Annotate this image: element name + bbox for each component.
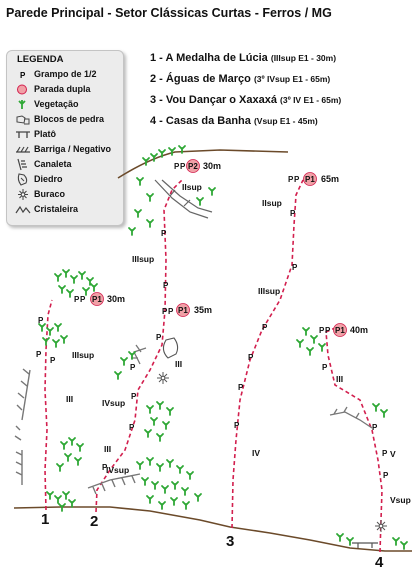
svg-text:P: P [36, 350, 42, 359]
svg-text:P: P [74, 295, 80, 304]
svg-text:40m: 40m [350, 325, 369, 335]
route-base-number: 3 [226, 533, 235, 550]
route-number: 3 - [150, 94, 163, 106]
svg-text:P: P [129, 423, 135, 432]
svg-text:P: P [234, 421, 240, 430]
route-detail: (3º IVsup E1 - 65m) [253, 74, 331, 84]
route-number: 2 - [150, 73, 163, 85]
legend-title: LEGENDA [17, 54, 64, 65]
route-detail: (3º IV E1 - 65m) [280, 95, 342, 105]
svg-text:P: P [288, 175, 294, 184]
grade-label: III [104, 444, 112, 454]
svg-text:P: P [372, 423, 378, 432]
grade-label: III [66, 394, 74, 404]
route-name: Vou Dançar o Xaxaxá [165, 94, 277, 106]
svg-text:P: P [162, 307, 168, 316]
vegetation-cluster [39, 324, 67, 347]
grade-label: III [175, 359, 183, 369]
grade-label: Vsup [390, 495, 411, 505]
svg-text:P: P [382, 449, 388, 458]
dihedral-feature [163, 338, 177, 358]
svg-text:P1: P1 [335, 326, 345, 335]
svg-text:P: P [80, 295, 86, 304]
svg-text:P: P [325, 326, 331, 335]
svg-text:P: P [131, 392, 137, 401]
anchor-route3-p1 [304, 173, 340, 186]
overhang-feature [15, 369, 30, 440]
hole-feature [157, 372, 169, 384]
svg-text:P: P [130, 363, 136, 372]
vegetation-cluster [55, 270, 97, 297]
svg-text:P: P [163, 281, 169, 290]
route-3-line [232, 180, 303, 528]
legend-label: Diedro [34, 174, 63, 184]
svg-text:35m: 35m [194, 305, 213, 315]
route-base-number: 1 [41, 511, 50, 528]
route-number: 1 - [150, 52, 163, 64]
ledge-feature [352, 543, 378, 548]
overhang-feature [88, 474, 140, 494]
svg-text:65m: 65m [321, 174, 340, 184]
svg-text:P: P [102, 463, 108, 472]
svg-text:P: P [292, 263, 298, 272]
route-detail: (Vsup E1 - 45m) [253, 116, 318, 126]
overhang-feature [16, 450, 22, 485]
svg-text:P1: P1 [92, 295, 102, 304]
legend-label: Blocos de pedra [34, 114, 105, 124]
svg-text:30m: 30m [203, 161, 222, 171]
crystal-feature [330, 407, 372, 428]
route-number: 4 - [150, 115, 163, 127]
anchor-route2-p1 [177, 304, 213, 317]
legend-label: Grampo de 1/2 [34, 69, 97, 79]
grade-label: III [336, 374, 344, 384]
vegetation-cluster [373, 404, 387, 417]
legend-label: Parada dupla [34, 84, 91, 94]
svg-text:P: P [50, 356, 56, 365]
anchor-route4-p1 [334, 324, 369, 337]
legend-label: Barriga / Negativo [34, 144, 112, 154]
svg-text:P: P [383, 471, 389, 480]
ground-line [14, 507, 412, 551]
svg-text:P: P [180, 162, 186, 171]
vegetation-cluster [137, 458, 201, 509]
route-detail: (IIIsup E1 - 30m) [270, 53, 337, 63]
route-1-line [45, 300, 52, 510]
anchor-route2-p2 [187, 160, 222, 173]
grade-label: IIIsup [258, 286, 281, 296]
svg-text:P1: P1 [305, 175, 315, 184]
svg-text:P: P [262, 323, 268, 332]
svg-text:P: P [168, 307, 174, 316]
hole-feature [375, 520, 387, 532]
legend-label: Platô [34, 129, 57, 139]
route-name: Águas de Março [165, 73, 251, 85]
svg-text:P: P [161, 229, 167, 238]
grade-label: IIIsup [132, 254, 155, 264]
grade-label: IIsup [262, 198, 282, 208]
svg-text:P: P [156, 333, 162, 342]
grade-label: IVsup [106, 465, 130, 475]
bolt-markers [36, 162, 389, 480]
route-base-number: 2 [90, 513, 99, 530]
route-name: A Medalha de Lúcia [165, 52, 268, 64]
svg-text:P: P [290, 209, 296, 218]
grade-label: IIIsup [72, 350, 95, 360]
grade-label: IVsup [102, 398, 126, 408]
vegetation-cluster [57, 438, 83, 471]
grade-label: V [390, 449, 396, 459]
grade-label: IIsup [182, 182, 202, 192]
legend-label: Canaleta [34, 159, 72, 169]
vegetation-cluster [145, 402, 173, 441]
svg-text:P1: P1 [178, 306, 188, 315]
svg-text:P: P [38, 316, 44, 325]
legend-label: Vegetação [34, 99, 79, 109]
svg-text:30m: 30m [107, 294, 126, 304]
route-name: Casas da Banha [165, 115, 251, 127]
page-title: Parede Principal - Setor Clássicas Curtas - Ferros / MG [6, 6, 332, 20]
svg-text:P: P [174, 162, 180, 171]
svg-text:P2: P2 [188, 162, 198, 171]
svg-text:P: P [294, 175, 300, 184]
svg-text:P: P [20, 71, 26, 80]
route-4-line [326, 328, 382, 552]
legend-label: Cristaleira [34, 204, 79, 214]
anchor-route1-p1 [91, 293, 126, 306]
grade-label: IV [252, 448, 261, 458]
svg-text:P: P [238, 383, 244, 392]
svg-text:P: P [322, 363, 328, 372]
legend-label: Buraco [34, 189, 66, 199]
svg-text:P: P [319, 326, 325, 335]
svg-text:P: P [248, 353, 254, 362]
route-base-number: 4 [375, 554, 384, 571]
vegetation-cluster [47, 492, 75, 511]
